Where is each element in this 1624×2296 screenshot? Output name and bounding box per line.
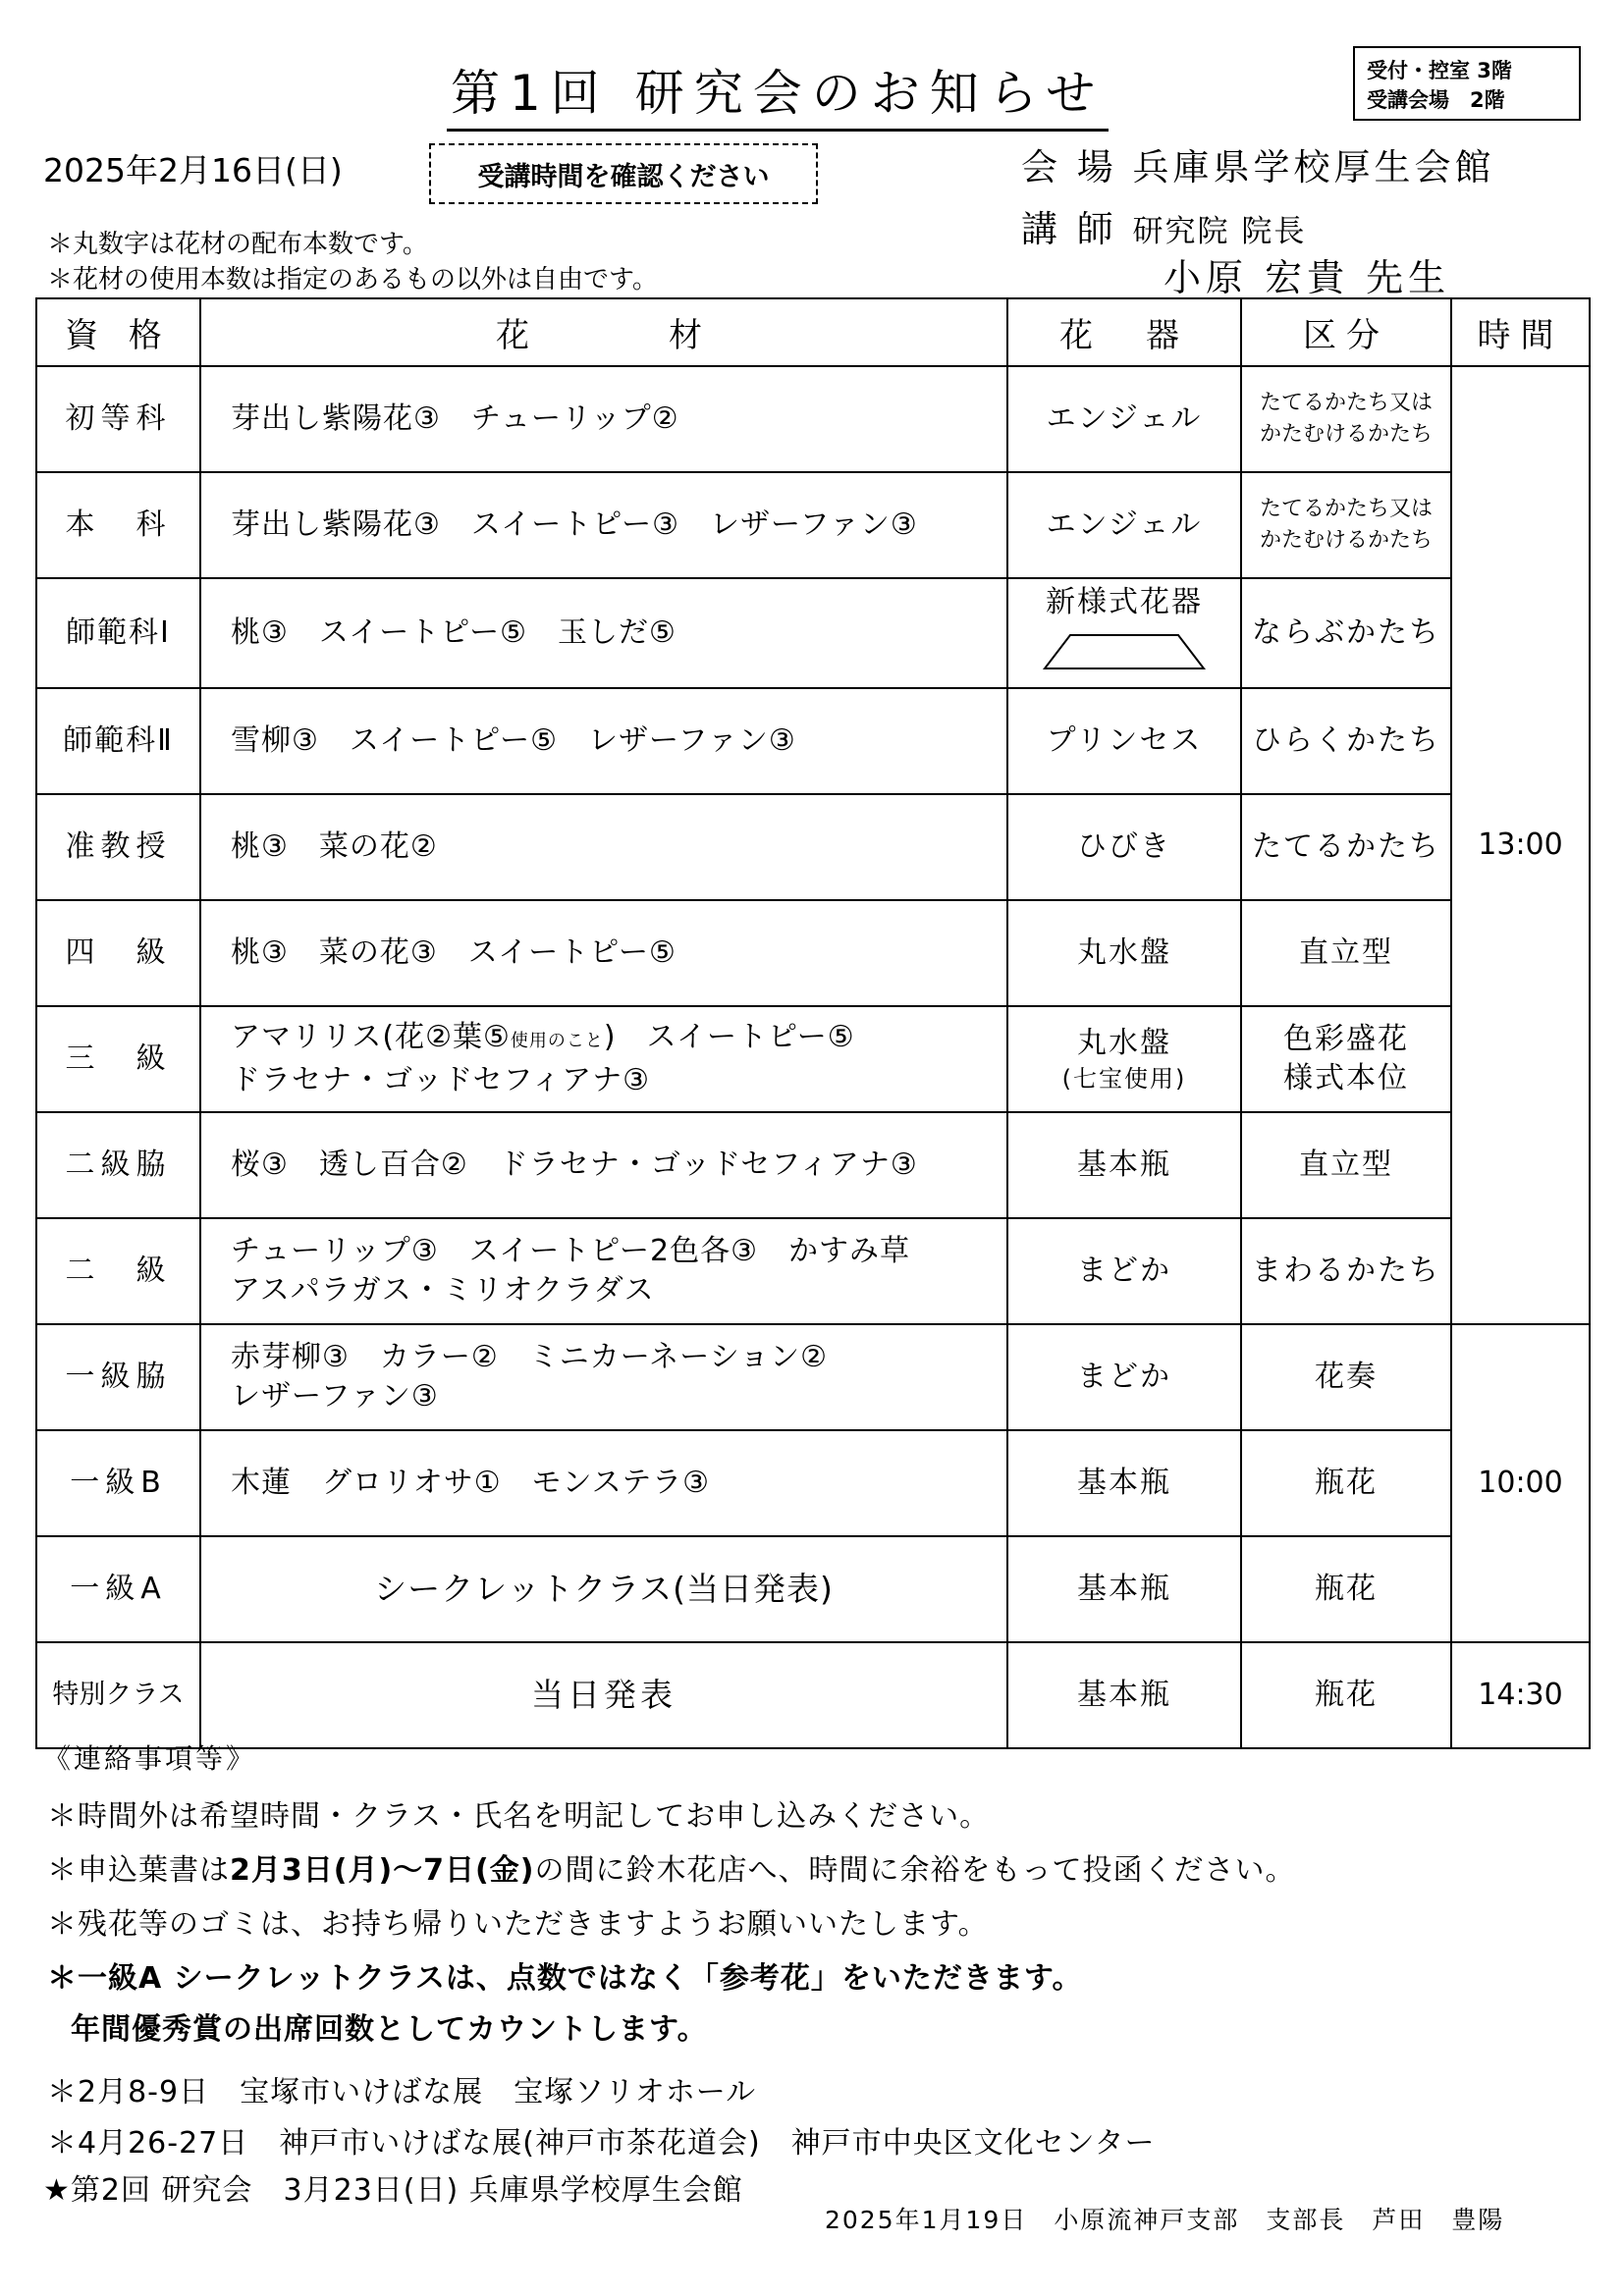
vase-name: 丸水盤 [1077, 1026, 1171, 1060]
materials-cell: 桜③ 透し百合② ドラセナ・ゴッドセフィアナ③ [200, 1112, 1007, 1218]
materials-cell: 桃③ スイートピー⑤ 玉しだ⑤ [200, 578, 1007, 688]
contact-item: ＊申込葉書は2月3日(月)～7日(金)の間に鈴木花店へ、時間に余裕をもって投函ください。 [47, 1853, 1296, 1888]
materials-cell: 雪柳③ スイートピー⑤ レザーファン③ [200, 688, 1007, 794]
vase-cell: 基本瓶 [1007, 1430, 1241, 1536]
grade-cell: 師範科Ⅱ [36, 688, 200, 794]
contact-item: 年間優秀賞の出席回数としてカウントします。 [71, 2012, 708, 2047]
grade-cell: 二 級 [36, 1218, 200, 1324]
vase-cell: まどか [1007, 1218, 1241, 1324]
materials-cell: 木蓮 グロリオサ① モンステラ③ [200, 1430, 1007, 1536]
vase-cell: ひびき [1007, 794, 1241, 900]
page-title: 第1回 研究会のお知らせ [447, 54, 1109, 132]
materials-cell: 桃③ 菜の花② [200, 794, 1007, 900]
category-cell: 瓶花 [1241, 1536, 1451, 1642]
table-row [36, 1006, 1590, 1112]
venue [1021, 137, 1495, 190]
vase-cell: 基本瓶 [1007, 1536, 1241, 1642]
header-category: 区分 [1241, 298, 1451, 366]
materials-cell: 当日発表 [200, 1642, 1007, 1748]
event-date: 2025年2月16日(日) [43, 151, 343, 189]
table-row [36, 1536, 1590, 1642]
table-row [36, 794, 1590, 900]
table-row [36, 1112, 1590, 1218]
table-row [36, 1430, 1590, 1536]
venue-label: 会 場 [1021, 146, 1117, 188]
header-materials: 花 材 [200, 298, 1007, 366]
vase-cell [1007, 1006, 1241, 1112]
note: ＊丸数字は花材の配布本数です。 [47, 230, 428, 259]
vase-note: (七宝使用) [1061, 1065, 1187, 1093]
header-time: 時間 [1451, 298, 1590, 366]
grade-cell: 二級脇 [36, 1112, 200, 1218]
contact-item: ＊時間外は希望時間・クラス・氏名を明記してお申し込みください。 [47, 1799, 991, 1834]
trapezoid-vase-icon [1041, 632, 1208, 671]
materials-cell: チューリップ③ スイートピー2色各③ かすみ草 アスパラガス・ミリオクラダス [200, 1218, 1007, 1324]
materials-cell: 桃③ 菜の花③ スイートピー⑤ [200, 900, 1007, 1006]
category-cell: 花奏 [1241, 1324, 1451, 1430]
header-vase: 花 器 [1007, 298, 1241, 366]
reception-floor-box [1353, 46, 1581, 121]
table-row [36, 578, 1590, 688]
category-cell: 色彩盛花 様式本位 [1241, 1006, 1451, 1112]
table-row [36, 1324, 1590, 1430]
contact-item: ＊一級A シークレットクラスは、点数ではなく「参考花」をいただきます。 [47, 1961, 1083, 1996]
event-item: ＊4月26-27日 神戸市いけばな展(神戸市茶花道会) 神戸市中央区文化センター [47, 2126, 1156, 2161]
vase-cell: 丸水盤 [1007, 900, 1241, 1006]
vase-cell: プリンセス [1007, 688, 1241, 794]
contact-item: ＊残花等のゴミは、お持ち帰りいただきますようお願いいたします。 [47, 1907, 989, 1942]
event-item: ★第2回 研究会 3月23日(日) 兵庫県学校厚生会館 [43, 2173, 743, 2208]
grade-cell: 一級A [36, 1536, 200, 1642]
event-item: ＊2月8-9日 宝塚市いけばな展 宝塚ソリオホール [47, 2075, 757, 2109]
grade-cell: 一級B [36, 1430, 200, 1536]
reception-line: 受講会場 2階 [1367, 88, 1505, 112]
time-cell: 10:00 [1451, 1324, 1590, 1642]
grade-cell: 師範科Ⅰ [36, 578, 200, 688]
table-row [36, 900, 1590, 1006]
materials-cell: 赤芽柳③ カラー② ミニカーネーション② レザーファン③ [200, 1324, 1007, 1430]
vase-cell: エンジェル [1007, 472, 1241, 578]
grade-cell: 特別クラス [36, 1642, 200, 1748]
table-row [36, 1218, 1590, 1324]
grade-cell: 初等科 [36, 366, 200, 472]
vase-cell: 基本瓶 [1007, 1642, 1241, 1748]
confirm-time-notice: 受講時間を確認ください [429, 143, 818, 204]
grade-cell: 四 級 [36, 900, 200, 1006]
note: ＊花材の使用本数は指定のあるもの以外は自由です。 [47, 265, 658, 294]
time-cell: 14:30 [1451, 1642, 1590, 1748]
category-cell: 直立型 [1241, 1112, 1451, 1218]
vase-cell: まどか [1007, 1324, 1241, 1430]
vase-cell: エンジェル [1007, 366, 1241, 472]
time-cell: 13:00 [1451, 366, 1590, 1324]
vase-cell: 基本瓶 [1007, 1112, 1241, 1218]
contact-heading: 《連絡事項等》 [43, 1742, 257, 1775]
category-cell: 瓶花 [1241, 1642, 1451, 1748]
category-cell: 瓶花 [1241, 1430, 1451, 1536]
materials-cell: アマリリス(花②葉⑤使用のこと) スイートピー⑤ ドラセナ・ゴッドセフィアナ③ [200, 1006, 1007, 1112]
table-row [36, 1642, 1590, 1748]
grade-cell: 准教授 [36, 794, 200, 900]
materials-cell: シークレットクラス(当日発表) [200, 1536, 1007, 1642]
lecturer-title: 研究院 院長 [1132, 214, 1307, 249]
footer-signature: 2025年1月19日 小原流神戸支部 支部長 芦田 豊陽 [825, 2206, 1505, 2234]
lecturer [1021, 199, 1306, 252]
grade-cell: 三 級 [36, 1006, 200, 1112]
header-grade: 資 格 [36, 298, 200, 366]
category-cell: ならぶかたち [1241, 578, 1451, 688]
table-row [36, 472, 1590, 578]
grade-cell: 一級脇 [36, 1324, 200, 1430]
grade-cell: 本 科 [36, 472, 200, 578]
category-cell: たてるかたち又は かたむけるかたち [1241, 366, 1451, 472]
reception-line: 受付・控室 3階 [1367, 59, 1512, 82]
category-cell: たてるかたち又は かたむけるかたち [1241, 472, 1451, 578]
category-cell: 直立型 [1241, 900, 1451, 1006]
category-cell: たてるかたち [1241, 794, 1451, 900]
table-header-row [36, 298, 1590, 366]
lecturer-label: 講 師 [1021, 208, 1117, 250]
table-row [36, 366, 1590, 472]
vase-cell [1007, 578, 1241, 688]
venue-name: 兵庫県学校厚生会館 [1132, 146, 1495, 188]
category-cell: まわるかたち [1241, 1218, 1451, 1324]
application-period: 2月3日(月)～7日(金) [230, 1853, 535, 1888]
lecturer-name: 小原 宏貴 先生 [1164, 256, 1451, 299]
table-row [36, 688, 1590, 794]
materials-cell: 芽出し紫陽花③ スイートピー③ レザーファン③ [200, 472, 1007, 578]
materials-cell: 芽出し紫陽花③ チューリップ② [200, 366, 1007, 472]
schedule-table [35, 297, 1591, 1749]
vase-name: 新様式花器 [1046, 585, 1203, 619]
category-cell: ひらくかたち [1241, 688, 1451, 794]
